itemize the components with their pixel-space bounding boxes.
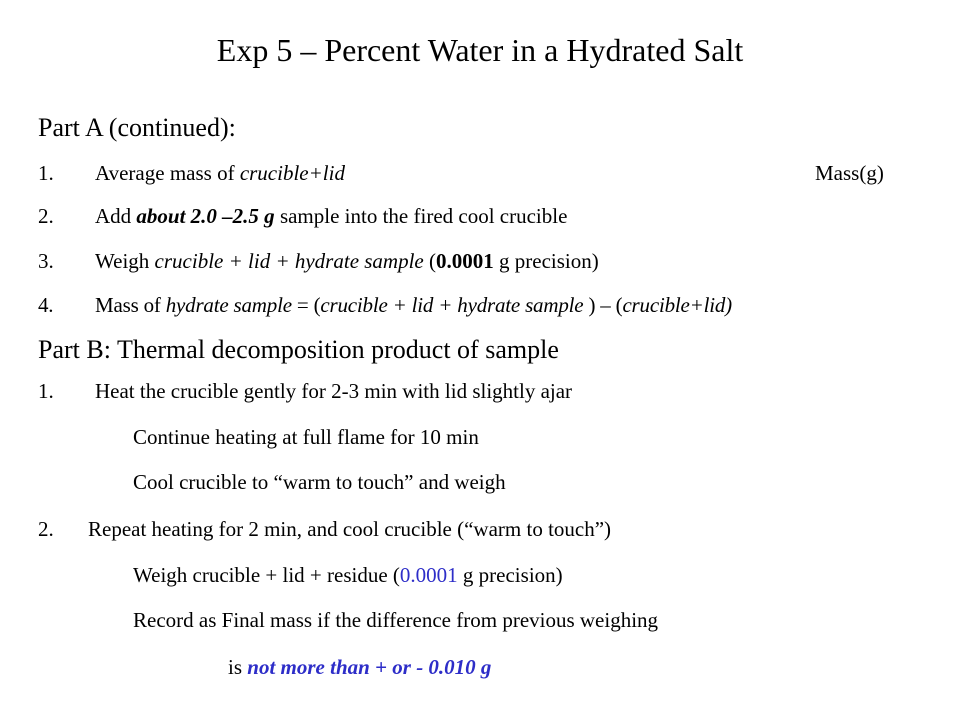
item-italic-text: crucible+lid xyxy=(239,161,345,185)
part-b-step-1-sub-2: Cool crucible to “warm to touch” and weigh xyxy=(133,470,506,494)
part-a-heading: Part A (continued): xyxy=(38,113,236,142)
part-b-step-1 xyxy=(38,378,572,404)
part-a-item-1 xyxy=(38,160,345,186)
slide-title: Exp 5 – Percent Water in a Hydrated Salt xyxy=(216,32,744,68)
part-b-step-2 xyxy=(38,516,611,542)
item-bold-italic-text: about 2.0 –2.5 g xyxy=(136,204,275,228)
item-bold-text: 0.0001 xyxy=(436,249,494,273)
item-text: is xyxy=(228,655,248,679)
item-italic-text: crucible + lid + hydrate sample xyxy=(154,249,424,273)
item-number: 4. xyxy=(38,293,54,317)
item-italic-text: crucible + lid + hydrate sample xyxy=(320,293,584,317)
item-text: Heat the crucible gently for 2-3 min with lid slightly ajar xyxy=(95,379,573,403)
part-a-item-2 xyxy=(38,203,567,229)
item-number: 1. xyxy=(38,161,54,185)
item-italic-text: crucible+lid) xyxy=(622,293,732,317)
item-text: Weigh crucible + lid + residue ( xyxy=(133,563,400,587)
item-text: sample into the fired cool crucible xyxy=(274,204,568,228)
part-b-step-2-sub-3 xyxy=(228,654,491,680)
item-text: ) – ( xyxy=(583,293,623,317)
part-a-item-4 xyxy=(38,292,732,318)
part-b-step-1-sub-1: Continue heating at full flame for 10 min xyxy=(133,425,479,449)
item-text: = ( xyxy=(291,293,321,317)
item-number: 1. xyxy=(38,379,54,403)
item-number: 2. xyxy=(38,204,54,228)
item-text: Weigh xyxy=(95,249,155,273)
item-text: g precision) xyxy=(493,249,599,273)
precision-value: 0.0001 xyxy=(399,563,458,587)
part-b-heading: Part B: Thermal decomposition product of sample xyxy=(38,335,559,364)
item-text: g precision) xyxy=(457,563,563,587)
item-italic-text: hydrate sample xyxy=(165,293,292,317)
item-text: Average mass of xyxy=(95,161,240,185)
item-text: Mass of xyxy=(95,293,166,317)
item-number: 2. xyxy=(38,517,54,541)
part-b-step-2-sub-2: Record as Final mass if the difference from previous weighing xyxy=(133,608,659,632)
item-text: Add xyxy=(95,204,137,228)
part-b-step-2-sub-1 xyxy=(133,562,563,588)
item-text: ( xyxy=(423,249,437,273)
mass-column-header: Mass(g) xyxy=(815,161,884,185)
item-number: 3. xyxy=(38,249,54,273)
part-a-item-3 xyxy=(38,248,599,274)
item-text: Repeat heating for 2 min, and cool crucible (“warm to touch”) xyxy=(88,517,612,541)
tolerance-value: not more than + or - 0.010 g xyxy=(247,655,492,679)
